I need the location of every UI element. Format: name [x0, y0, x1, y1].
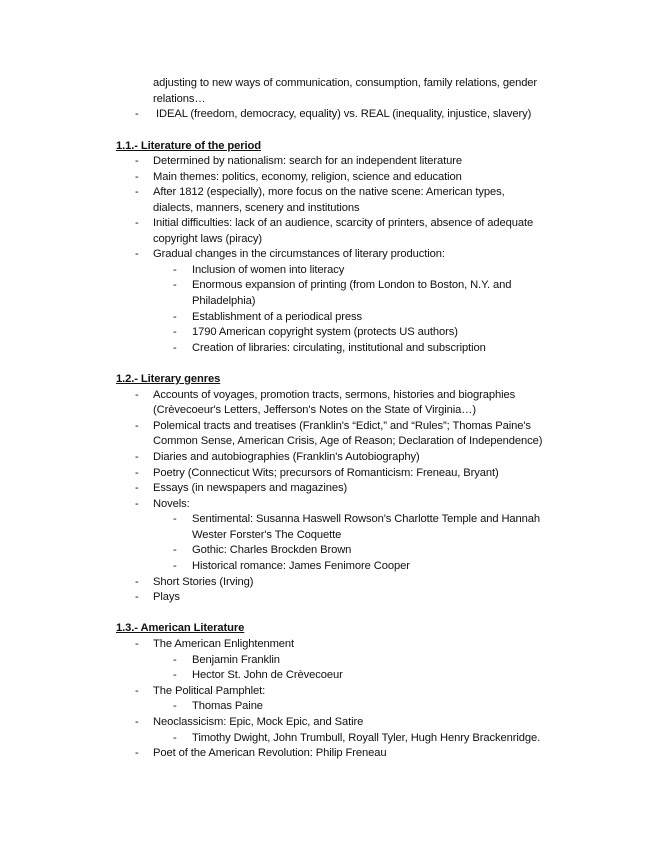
bullet-dash: -: [135, 155, 139, 167]
bullet-dash: -: [135, 482, 139, 494]
bullet-dash: -: [135, 747, 139, 759]
sub-list-item: Inclusion of women into literacy: [192, 264, 345, 276]
sub-list-item: Sentimental: Susanna Haswell Rowson's Charlotte Temple and Hannah: [192, 513, 541, 525]
bullet-dash: -: [135, 576, 139, 588]
bullet-dash: -: [135, 217, 139, 229]
sub-list-item: Timothy Dwight, John Trumbull, Royall Tyler, Hugh Henry Brackenridge.: [192, 732, 541, 744]
list-item: Poet of the American Revolution: Philip Freneau: [153, 747, 387, 759]
intro-ideal-item: IDEAL (freedom, democracy, equality) vs. REAL (inequality, injustice, slavery): [156, 108, 532, 120]
sub-bullet-dash: -: [173, 279, 177, 291]
list-item-continuation: (Crèvecoeur's Letters, Jefferson's Notes on the State of Virginia…): [153, 404, 476, 416]
sub-bullet-dash: -: [173, 326, 177, 338]
bullet-dash: -: [135, 420, 139, 432]
bullet-dash: -: [135, 685, 139, 697]
list-item: The Political Pamphlet:: [153, 685, 266, 697]
bullet-dash: -: [135, 108, 139, 120]
intro-continuation-line-1: adjusting to new ways of communication, consumption, family relations, gender: [153, 77, 538, 89]
list-item: Plays: [153, 591, 180, 603]
sub-list-item: Creation of libraries: circulating, institutional and subscription: [192, 342, 486, 354]
intro-continuation-line-2: relations…: [153, 93, 206, 105]
sub-bullet-dash: -: [173, 311, 177, 323]
bullet-dash: -: [135, 498, 139, 510]
sub-list-item: 1790 American copyright system (protects US authors): [192, 326, 458, 338]
list-item: Determined by nationalism: search for an independent literature: [153, 155, 462, 167]
sub-bullet-dash: -: [173, 669, 177, 681]
list-item: Novels:: [153, 498, 190, 510]
list-item-continuation: Common Sense, American Crisis, Age of Reason; Declaration of Independence): [153, 435, 543, 447]
sub-list-item-continuation: Wester Forster's The Coquette: [192, 529, 342, 541]
sub-list-item: Gothic: Charles Brockden Brown: [192, 544, 352, 556]
list-item-continuation: dialects, manners, scenery and institutions: [153, 202, 360, 214]
list-item: Diaries and autobiographies (Franklin's Autobiography): [153, 451, 420, 463]
list-item: Polemical tracts and treatises (Franklin's “Edict,” and “Rules”; Thomas Paine's: [153, 420, 531, 432]
sub-bullet-dash: -: [173, 560, 177, 572]
bullet-dash: -: [135, 389, 139, 401]
section-heading-literature-of-period: 1.1.- Literature of the period: [116, 140, 261, 152]
list-item: Main themes: politics, economy, religion, science and education: [153, 171, 462, 183]
section-heading-literary-genres: 1.2.- Literary genres: [116, 373, 221, 385]
list-item: Essays (in newspapers and magazines): [153, 482, 348, 494]
bullet-dash: -: [135, 171, 139, 183]
sub-list-item-continuation: Philadelphia): [192, 295, 256, 307]
list-item-continuation: copyright laws (piracy): [153, 233, 262, 245]
sub-bullet-dash: -: [173, 342, 177, 354]
list-item: Accounts of voyages, promotion tracts, sermons, histories and biographies: [153, 389, 516, 401]
list-item: Poetry (Connecticut Wits; precursors of Romanticism: Freneau, Bryant): [153, 467, 499, 479]
sub-bullet-dash: -: [173, 264, 177, 276]
sub-list-item: Thomas Paine: [192, 700, 263, 712]
sub-bullet-dash: -: [173, 544, 177, 556]
sub-bullet-dash: -: [173, 513, 177, 525]
list-item: Gradual changes in the circumstances of literary production:: [153, 248, 445, 260]
list-item: The American Enlightenment: [153, 638, 295, 650]
sub-list-item: Historical romance: James Fenimore Cooper: [192, 560, 410, 572]
list-item: After 1812 (especially), more focus on the native scene: American types,: [153, 186, 505, 198]
bullet-dash: -: [135, 591, 139, 603]
bullet-dash: -: [135, 186, 139, 198]
bullet-dash: -: [135, 248, 139, 260]
sub-list-item: Establishment of a periodical press: [192, 311, 362, 323]
section-heading-american-literature: 1.3.- American Literature: [116, 622, 245, 634]
bullet-dash: -: [135, 716, 139, 728]
bullet-dash: -: [135, 638, 139, 650]
sub-bullet-dash: -: [173, 654, 177, 666]
sub-bullet-dash: -: [173, 700, 177, 712]
sub-list-item: Benjamin Franklin: [192, 654, 280, 666]
sub-bullet-dash: -: [173, 732, 177, 744]
list-item: Short Stories (Irving): [153, 576, 254, 588]
sub-list-item: Hector St. John de Crèvecoeur: [192, 669, 343, 681]
list-item: Initial difficulties: lack of an audience, scarcity of printers, absence of adequate: [153, 217, 534, 229]
sub-list-item: Enormous expansion of printing (from London to Boston, N.Y. and: [192, 279, 512, 291]
bullet-dash: -: [135, 467, 139, 479]
bullet-dash: -: [135, 451, 139, 463]
list-item: Neoclassicism: Epic, Mock Epic, and Satire: [153, 716, 364, 728]
